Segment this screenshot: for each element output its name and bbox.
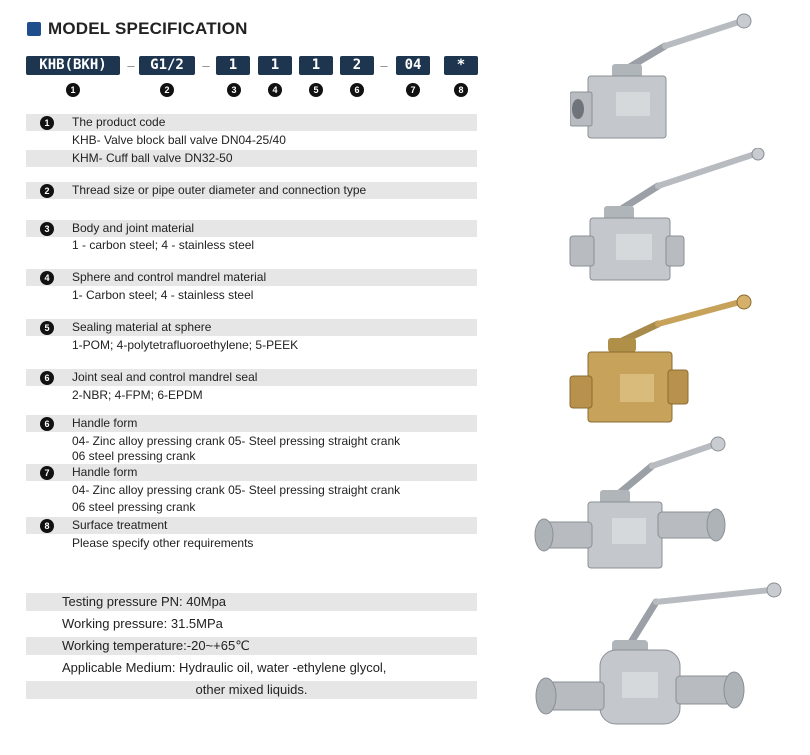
applicable-medium-text: Applicable Medium: Hydraulic oil, water -ethylene glycol, (62, 660, 387, 675)
code-part-surface: * (444, 56, 478, 75)
spec-detail: 06 steel pressing crank (72, 449, 196, 463)
code-part-product: KHB(BKH) (26, 56, 120, 75)
spec-number: 2 (40, 184, 54, 198)
code-number: 6 (350, 83, 364, 97)
spec-heading: Handle form (72, 416, 138, 430)
code-number: 4 (268, 83, 282, 97)
code-number: 2 (160, 83, 174, 97)
code-separator: – (202, 58, 210, 73)
spec-detail: 04- Zinc alloy pressing crank 05- Steel pressing straight crank (72, 483, 401, 497)
code-part-sealing: 1 (299, 56, 333, 75)
testing-pressure (26, 593, 477, 611)
code-separator: – (127, 58, 135, 73)
spec-number: 6 (40, 417, 54, 431)
spec-detail: 06 steel pressing crank (72, 500, 196, 514)
spec-number: 8 (40, 519, 54, 533)
spec-heading: Thread size or pipe outer diameter and connection type (72, 183, 367, 197)
spec-heading: Joint seal and control mandrel seal (72, 370, 258, 384)
spec-detail: KHB- Valve block ball valve DN04-25/40 (72, 133, 286, 147)
applicable-medium-cont (26, 681, 477, 699)
spec-heading: Sealing material at sphere (72, 320, 212, 334)
title-icon (27, 22, 41, 36)
ball-valve-image-4 (530, 432, 790, 582)
code-part-joint-seal: 2 (340, 56, 374, 75)
ball-valve-image-1 (570, 8, 770, 148)
spec-detail: Please specify other requirements (72, 536, 254, 550)
spec-number: 3 (40, 222, 54, 236)
spec-number: 6 (40, 371, 54, 385)
ball-valve-image-3 (560, 290, 760, 430)
code-number: 1 (66, 83, 80, 97)
working-temperature (26, 637, 477, 655)
working-pressure-text: Working pressure: 31.5MPa (62, 616, 223, 631)
spec-heading: Sphere and control mandrel material (72, 270, 267, 284)
code-part-thread: G1/2 (139, 56, 195, 75)
code-part-body: 1 (216, 56, 250, 75)
code-part-sphere: 1 (258, 56, 292, 75)
working-temperature-text: Working temperature:-20~+65℃ (62, 638, 250, 653)
spec-heading: Handle form (72, 465, 138, 479)
spec-number: 4 (40, 271, 54, 285)
ball-valve-image-5 (530, 582, 790, 747)
code-number: 7 (406, 83, 420, 97)
applicable-medium (26, 659, 477, 677)
testing-pressure-text: Testing pressure PN: 40Mpa (62, 594, 227, 609)
code-number: 8 (454, 83, 468, 97)
spec-heading: The product code (72, 115, 166, 129)
code-number: 3 (227, 83, 241, 97)
spec-number: 5 (40, 321, 54, 335)
spec-heading: Surface treatment (72, 518, 168, 532)
page-title: MODEL SPECIFICATION (48, 19, 248, 38)
ball-valve-image-2 (560, 148, 770, 288)
code-part-handle: 04 (396, 56, 430, 75)
code-separator: – (380, 58, 388, 73)
spec-detail: 2-NBR; 4-FPM; 6-EPDM (72, 388, 203, 402)
spec-number: 1 (40, 116, 54, 130)
spec-detail: KHM- Cuff ball valve DN32-50 (72, 151, 233, 165)
working-pressure (26, 615, 477, 633)
spec-detail: 1-POM; 4-polytetrafluoroethylene; 5-PEEK (72, 338, 299, 352)
spec-number: 7 (40, 466, 54, 480)
code-number: 5 (309, 83, 323, 97)
spec-detail: 1- Carbon steel; 4 - stainless steel (72, 288, 254, 302)
spec-detail: 04- Zinc alloy pressing crank 05- Steel pressing straight crank (72, 434, 401, 448)
spec-detail: 1 - carbon steel; 4 - stainless steel (72, 238, 255, 252)
applicable-medium-cont-text: other mixed liquids. (195, 682, 308, 697)
spec-heading: Body and joint material (72, 221, 195, 235)
